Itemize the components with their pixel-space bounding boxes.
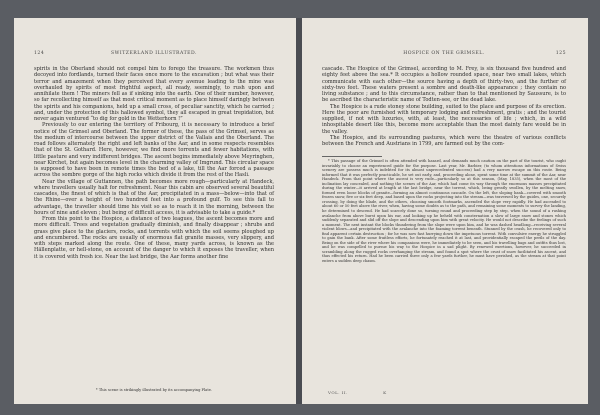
footnote-text: * This passage of the Grimsel is often attended with hazard, and demands much caution on the part of the tourist, who ought invariably to choose an experienced guide for the purpose. Last year, Mr. Barbier, (to whom attentions informations of Swiss scenery are possess much is indebted for its almost unprecedented success) had a very narrow escape on this route. Being informed that it was perfectly practicable, he set out early, and, proceeding alone, spent some time at the summit of the Aar, near Handeck. From that point where the ascent is very rude—particularly so at this season, (May, 1835), when the most of the inclination lay concealed, and nothing the scenes of the Aar, which had come its way through the enormous masses precipitated during the winter—it arrived at length at the last bridge, near the torrent, which, being greatly swollen, by the melting snow, formed even loose blocks of granite—forming an almost continuous cascade. On the left, the sloping bank—covered with smooth frozen snow, five or six feet deep, and based upon the rocks projecting into the stream—was traversed by the guides, one, securely crossing, by doing the blade, and the others, choosing smooth footmarks, ascended the slope very rapidly. He had ascended to about 60 or 50 feet above the river, when, having some doubts as to the path, and remaining some moments to survey the landing, he determined to descend. He had scarcely done so, turning round and proceeding step by step, when the sound of a rushing avalanche from above burst upon his ear, and looking up he beheld with consternation a slow of large snow and stones which suddenly separated and slid off the slope and descending upon him with great velocity. He would not describe the feelings of such a moment. The next instant the blocks thundering from the slope were upon him, and he was dashed headlong—receiving several violent blows—and precipitated with the avalanche into the foaming torrent beneath. Stunned by the crash, he recovered only to find apparent certain destruction ; for he was now fast hurrying down the impetuous torrent. With convulsive energy he struggled to gain the bank. After some fruitless efforts, he fortunately reached it at last, and providentially escaped the perils of the day. Being on the side of the river where his companions were, he immediately to be seen, and his travelling bags and outfits thus lost, and he was compelled to pursue his way to the Hospice in a sad plight. By renewed exertions, however, he succeeded in scrambling along the rugged rocks overhanging the stream, and found a spot where the crust of snow facilitated his ascent, and thus effected his return. Had he been carried three only a few yards further, he must have perished, as the stream at that point enters a sudden deep chasm. — [322, 159, 566, 264]
paragraph: The Hospice, and its surrounding pastures, which were the theatre of various conflicts between the French and Austrians in 1799, are farmed out by the com- — [322, 134, 566, 147]
left-footnote — [34, 388, 274, 393]
left-running-title: SWITZERLAND ILLUSTRATED. — [111, 51, 197, 56]
left-page-number: 124 — [34, 51, 45, 56]
left-page-body — [34, 66, 274, 260]
right-page — [302, 18, 588, 404]
signature-mark: VOL. II. K — [328, 390, 387, 395]
right-running-title: HOSPICE ON THE GRIMSEL. — [403, 51, 485, 56]
right-footnote — [322, 159, 566, 264]
footnote-rule — [322, 156, 382, 157]
paragraph: Near the village of Guttannen, the path becomes more rough—particularly at Handeck, where travellers usually halt for refreshment. Near this cabin are observed several beautiful cascades, the finest of which is that of the Aar, precipitated in a mass—below—into that of the Rhine—over a height of two hundred feet into a profound gulf. To see this fall to advantage, the traveller should time his visit so as to reach it in the morning, between the hours of nine and eleven ; but being of difficult access, it is advisable to take a guide.* — [34, 178, 274, 216]
right-running-head — [322, 51, 566, 61]
paragraph: cascade. The Hospice of the Grimsel, according to M. Frey, is six thousand five hundred and eighty feet above the sea.* It occupies a hollow rounded space, near two small lakes, which communicate with each other—the source having a depth of thirty-two, and the further of sixty-two feet. These waters present a sombre and death-like appearance ; they contain no living substance ; and to this circumstance, rather than to that mentioned by Saussure, is to be ascribed the characteristic name of Todten-see, or the dead lake. — [322, 66, 566, 104]
left-running-head — [34, 51, 274, 61]
right-page-body — [322, 66, 566, 147]
left-page — [14, 18, 296, 404]
footnote-text: * This scene is strikingly illustrated by its accompanying Plate. — [95, 388, 213, 392]
paragraph: Previously to our entering the territory of Fribourg, it is necessary to introduce a brief notice of the Grimsel and Oberland. The former of these, the pass of the Grimsel, serves as the medium of intercourse between the upper district of the Vallais and the Oberland. The road follows alternately the right and left banks of the Aar, and in some respects resembles that of the St. Gothard. Here, however, we find more torrents and fewer habitations, with little pasture and very indifferent bridges. The ascent begins immediately above Meyringhen, near Kirchet, but again becomes level in the charming valley of Imgrund. This circular space is supposed to have been in remote times the bed of a lake, till the Aar forced a passage across the sombre gorge of the high rocks which divide it from the rest of the Hasli. — [34, 122, 274, 179]
right-page-number: 125 — [555, 51, 566, 56]
paragraph: spirits in the Oberland should not compel him to forego the treasure. The workmen thus decoyed into fordlands, turned their faces once more to the excavation ; but what was their terror and amazement when they perceived that every avenue leading to the mine was overhauled by spirits of most frightful aspect, all ready, seemingly, to rush upon and annihilate them ! The miners fell as if sinking into the earth. One of their number, however, so far recollecting himself as that most critical moment as to place himself daringly between the spirits and his companions, held up a small cross, of peculiar sanctity, which he carried ; and, under the protection of this hallowed symbol, they all escaped in great trepidation, but never again ventured “to dig for gold in the Wetterhorn !” — [34, 66, 274, 122]
paragraph: From this point to the Hospice, a distance of two leagues, the ascent becomes more and more difficult. Trees and vegetation gradually diminish, and finally disappear ; shrubs and grass give place to the glaciers, rocks, and torrents with which the soil seems ploughed up and encumbered. The rocks are usually of enormous flat granite masses, very slippery, and with steps marked along the route. One of these, many yards across, is known as the Hällenplatte, or hell-stone, on account of the danger to which it exposes the traveller, when it is covered with fresh ice. Near the last bridge, the Aar forms another fine — [34, 216, 274, 260]
paragraph: The Hospice is a rude stoney stone building, suited to the place and purpose of its erection. Here the poor are furnished with temporary lodging and refreshment, gratis ; and the tourist supplied, if not with luxuries, with, at least, the necessaries of life ; which, in a wild inhospitable desert like this, become more acceptable than the most dainty fare would be in the valley. — [322, 103, 566, 135]
